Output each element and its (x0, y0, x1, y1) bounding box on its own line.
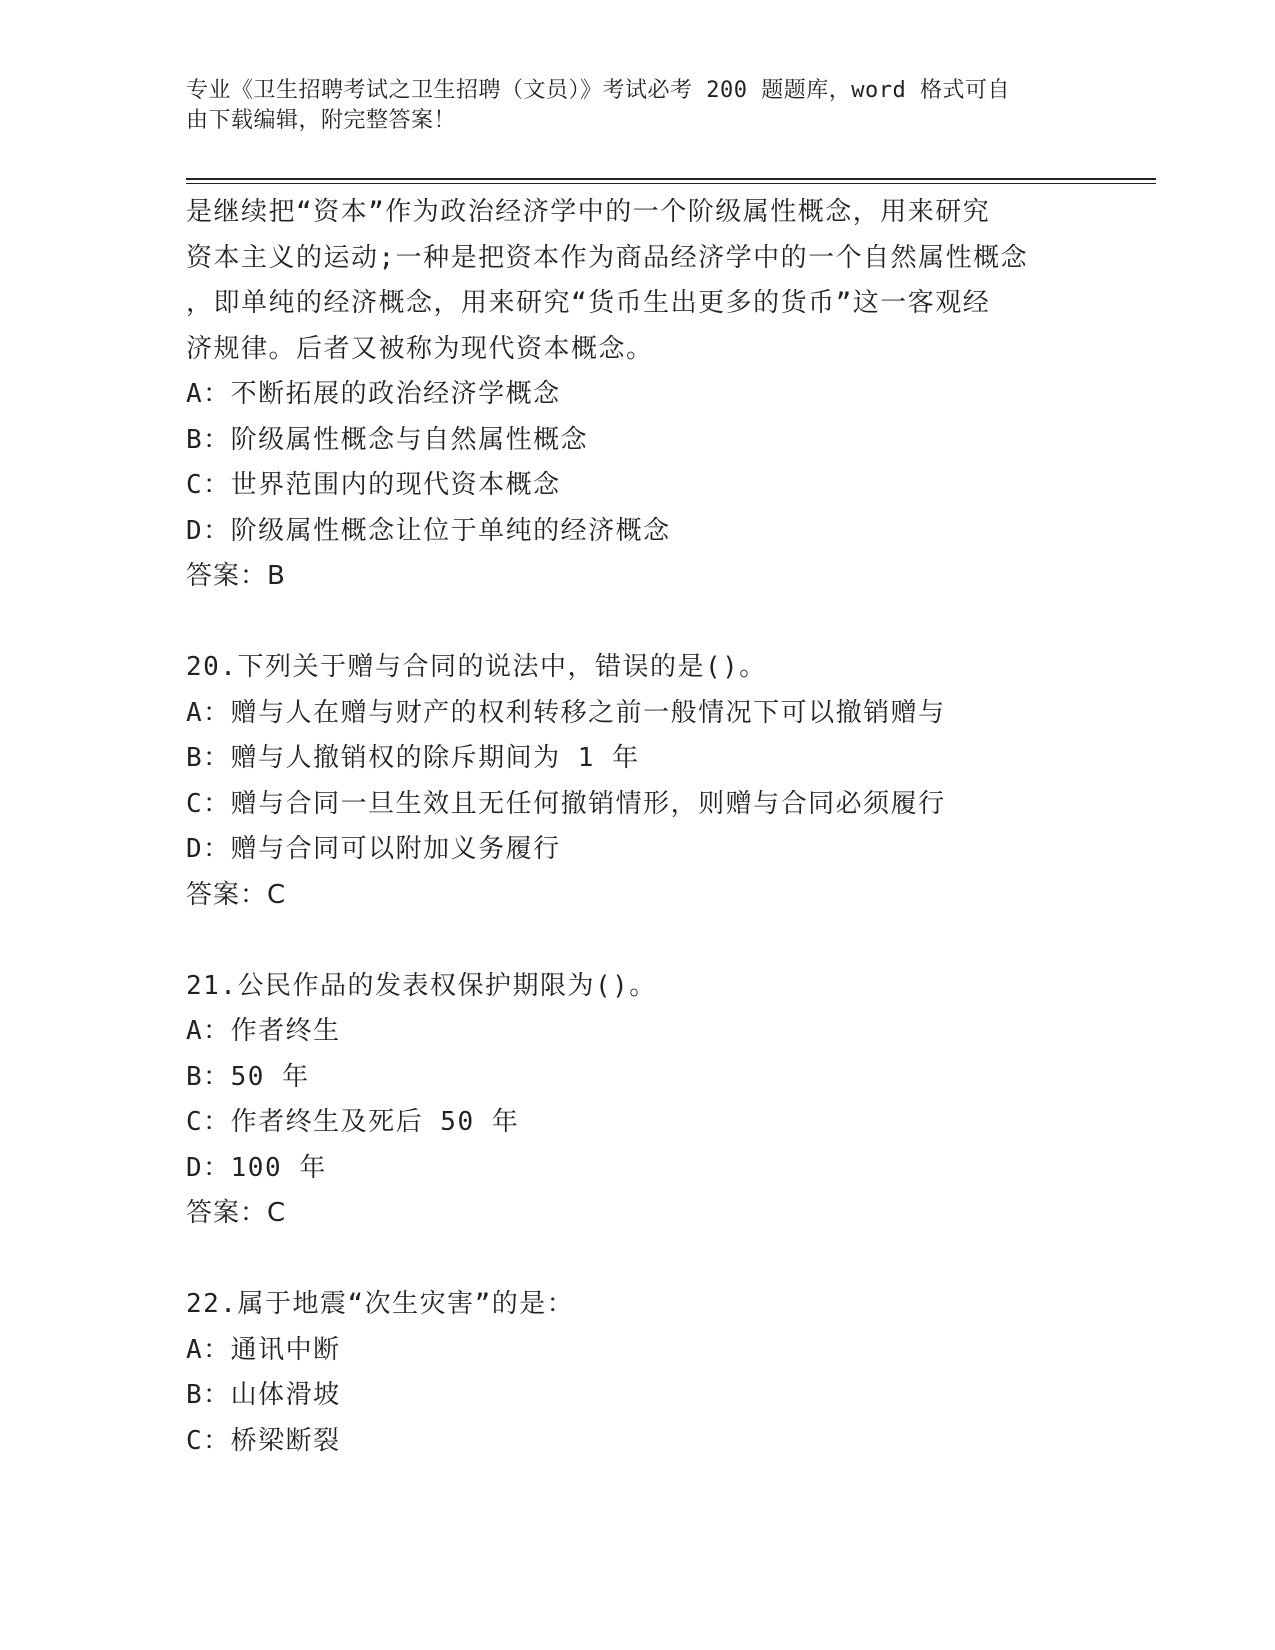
header-line-2: 由下载编辑，附完整答案！ (186, 108, 457, 133)
spacer (186, 918, 1086, 964)
option-b: B：阶级属性概念与自然属性概念 (186, 424, 589, 455)
option-d: D：100 年 (186, 1152, 327, 1183)
option-b: B：山体滑坡 (186, 1380, 341, 1410)
question-22 (186, 1282, 1086, 1464)
answer-line: 答案：B (186, 561, 286, 591)
question-20 (186, 645, 1086, 918)
document-header (186, 76, 1066, 136)
option-c: C：作者终生及死后 50 年 (186, 1107, 520, 1137)
option-d: D：阶级属性概念让位于单纯的经济概念 (186, 515, 671, 546)
question-text-line: 资本主义的运动;一种是把资本作为商品经济学中的一个自然属性概念 (186, 242, 1029, 273)
option-c: C：桥梁断裂 (186, 1425, 341, 1456)
question-stem: 22.属于地震“次生灾害”的是： (186, 1289, 575, 1319)
answer-line: 答案：C (186, 1198, 287, 1228)
spacer (186, 600, 1086, 646)
question-text-line: ，即单纯的经济概念，用来研究“货币生出更多的货币”这一客观经 (186, 288, 991, 318)
question-stem: 21.公民作品的发表权保护期限为()。 (186, 970, 657, 1001)
option-c: C：赠与合同一旦生效且无任何撤销情形，则赠与合同必须履行 (186, 788, 946, 819)
question-21 (186, 964, 1086, 1237)
option-b: B：50 年 (186, 1061, 310, 1092)
option-b: B：赠与人撤销权的除斥期间为 1 年 (186, 743, 640, 773)
option-a: A：赠与人在赠与财产的权利转移之前一般情况下可以撤销赠与 (186, 697, 946, 728)
option-c: C：世界范围内的现代资本概念 (186, 470, 561, 500)
option-a: A：作者终生 (186, 1016, 341, 1046)
option-a: A：通讯中断 (186, 1334, 341, 1365)
question-stem: 20.下列关于赠与合同的说法中，错误的是()。 (186, 652, 767, 682)
option-d: D：赠与合同可以附加义务履行 (186, 834, 561, 864)
question-text-line: 济规律。后者又被称为现代资本概念。 (186, 333, 654, 364)
question-text-line: 是继续把“资本”作为政治经济学中的一个阶级属性概念，用来研究 (186, 197, 991, 227)
option-a: A：不断拓展的政治经济学概念 (186, 379, 561, 409)
spacer (186, 1237, 1086, 1283)
answer-line: 答案：C (186, 879, 287, 910)
header-divider-thin (186, 183, 1156, 184)
document-body (186, 190, 1086, 1464)
header-divider-thick (186, 178, 1156, 180)
question-19-continuation (186, 190, 1086, 600)
header-line-1: 专业《卫生招聘考试之卫生招聘（文员）》考试必考 200 题题库，word 格式可自 (186, 78, 1010, 103)
